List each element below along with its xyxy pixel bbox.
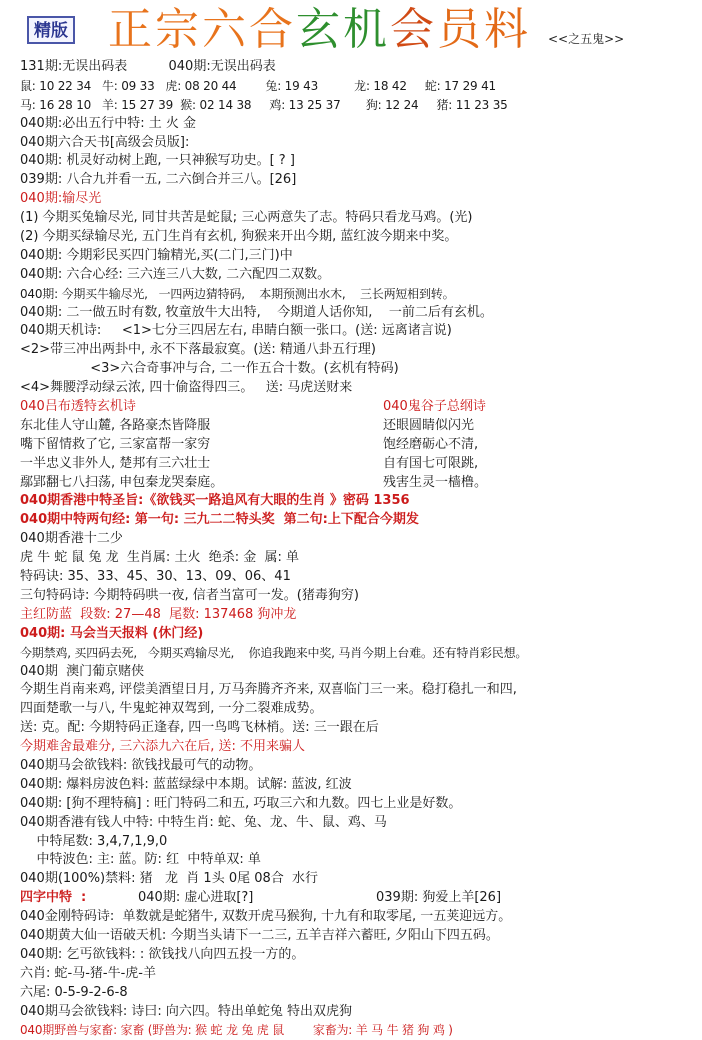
line-text: 虎 牛 蛇 鼠 兔 龙 生肖属: 土火 绝杀: 金 属: 单 [20,550,299,566]
text-line [20,209,690,228]
text-line [20,511,690,530]
text-line [20,341,690,360]
title-part-3: 会 [390,4,437,55]
text-line [20,530,690,549]
poem-left-line: 东北佳人守山麓, 各路豪杰皆降服 [20,417,211,433]
text-line [20,851,690,870]
line-text: 040期: [狗不理特稿] : 旺门特码二和五, 巧取三六和九数。四七上业是好数。 [20,795,462,811]
line-text: 040金刚特码诗: 单数就是蛇猪牛, 双数开虎马猴狗, 十九有和取零尾, 一五荚迎远方。 [20,909,512,925]
poem-title-right: 040鬼谷子总纲诗 [383,399,486,415]
line-text: 039期: 八合九并看一五, 二六倒合并三八。[26] [20,172,297,188]
text-line [20,492,690,511]
line-text: 040期: 六合心经: 三六连三八大数, 二六配四二双数。 [20,266,331,282]
text-line [20,549,690,568]
line-text: <4>舞腰浮动绿云浓, 四十偷盗得四三。 送: 马虎送财来 [20,380,353,396]
line-text: 040期中特两句经: 第一句: 三九二二特头奖 第二句:上下配合今期发 [20,512,419,528]
text-line [20,814,690,833]
title-part-1: 正宗六合 [108,4,296,55]
text-line [20,644,690,663]
text-line [20,436,690,455]
line-text: 今期禁鸡, 买四码去死, 今期买鸡输尽光, 你追我跑来中奖, 马肖今期上台难。还有特肖彩民想。 [20,645,528,660]
title-part-2: 玄机 [296,4,390,55]
poem-left-line: 鄢郢翻七八扫荡, 申包秦龙哭秦庭。 [20,474,224,490]
line-text: (2) 今期买绿输尽光, 五门生肖有玄机, 狗猴来开出今期, 蓝红波今期来中奖。 [20,229,458,245]
line-text: (1) 今期买兔输尽光, 同甘共苦是蛇鼠; 三心两意失了志。特码只看龙马鸡。(光) [20,210,473,226]
line-text: 六肖: 蛇-马-猪-牛-虎-羊 [20,965,156,981]
title-part-4: 员料 [437,4,531,55]
text-line [20,681,690,700]
text-line [20,379,690,398]
line-text: 三句特码诗: 今期特码哄一夜, 信者当富可一发。(猪毒狗穷) [20,587,359,603]
text-line [20,833,690,852]
line-text: 040期: 二一做五时有数, 牧童放牛大出特, 今期道人话你知, 一前二后有玄机。 [20,304,493,320]
text-line [20,171,690,190]
text-line [20,719,690,738]
text-line [20,115,690,134]
line-text: 040期马会欲钱料: 诗曰: 向六四。特出单蛇兔 特出双虎狗 [20,1003,352,1019]
text-line [20,1021,690,1040]
text-line [20,776,690,795]
text-line [20,322,690,341]
line-text: 040期: 今期买牛输尽光, 一四两边猜特码, 本期预测出水木, 三长两短相到转。 [20,286,455,301]
page-title [108,2,531,58]
text-line [20,795,690,814]
line-text: 040期香港有钱人中特: 中特生肖: 蛇、兔、龙、牛、鼠、鸡、马 [20,814,387,830]
text-line [20,700,690,719]
text-line [20,870,690,889]
line-text: 今期难舍最难分, 三六添九六在后, 送: 不用来骗人 [20,739,306,755]
line-text: 今期生肖南来鸡, 评偿美酒望日月, 万马奔腾齐齐来, 双喜临门三一来。稳打稳扎一和四, [20,682,517,698]
line-text: 040期 澳门葡京赌侠 [20,663,145,679]
text-line [20,285,690,304]
line-text: 040期: 今期彩民买四门输精光,买(二门,三门)中 [20,247,293,263]
text-line [20,757,690,776]
four-char-label: 四字中特 : [20,890,87,906]
poem-left-line: 嘴下留情救了它, 三家富帮一家穷 [20,436,211,452]
text-line [20,190,690,209]
text-line [20,398,690,417]
text-line [20,625,690,644]
text-line [20,417,690,436]
text-line [20,134,690,153]
line-text: 040期黄大仙一语破天机: 今期当头请下一二三, 五羊吉祥六蓄旺, 夕阳山下四五码。 [20,927,499,943]
line-text: 040期野兽与家畜: 家畜 (野兽为: 猴 蛇 龙 兔 虎 鼠 家畜为: 羊 马 牛 猪 狗 鸡 ) [20,1023,453,1038]
line-text: 鼠: 10 22 34 牛: 09 33 虎: 08 20 44 兔: 19 43 龙: 18 42 蛇: 17 29 41 [20,78,496,93]
text-line [20,228,690,247]
edition-badge: 精版 [27,16,75,44]
poem-right-line: 残害生灵一樯橹。 [383,474,488,490]
text-line [20,984,690,1003]
line-text: 131期:无误出码表 040期:无误出码表 [20,59,276,74]
poem-title-left: 040吕布透特玄机诗 [20,399,136,415]
text-line [20,738,690,757]
line-text: 送: 克。配: 今期特码正逢春, 四一鸟鸣飞林梢。送: 三一跟在后 [20,720,379,736]
poem-left-line: 一半忠义非外人, 楚邦有三六壮士 [20,455,211,471]
line-text: 040期(100%)禁料: 猪 龙 肖 1头 0尾 08合 水行 [20,871,319,887]
line-text: 六尾: 0-5-9-2-6-8 [20,984,128,1000]
text-line [20,58,690,77]
text-line [20,455,690,474]
text-line [20,606,690,625]
line-text: <3>六合奇事冲与合, 二一作五合十数。(玄机有特码) [20,361,399,377]
line-text: 040期: 爆料房波色料: 蓝蓝绿绿中本期。试解: 蓝波, 红波 [20,776,352,792]
text-line [20,152,690,171]
text-line [20,908,690,927]
line-text: 040期: 机灵好动树上跑, 一只神猴写功史。[ ? ] [20,153,295,169]
line-text: <2>带三冲出两卦中, 永不下落最寂寞。(送: 精通八卦五行理) [20,342,376,358]
content-lines [20,58,690,1040]
text-line [20,946,690,965]
line-text: 中特尾数: 3,4,7,1,9,0 [20,833,168,849]
text-line [20,663,690,682]
text-line [20,889,690,908]
line-text: 040期六合天书[高级会员版]: [20,134,190,150]
text-line [20,247,690,266]
line-text: 特码诀: 35、33、45、30、13、09、06、41 [20,569,291,585]
line-text: 中特波色: 主: 蓝。防: 红 中特单双: 单 [20,852,261,868]
line-text: 040期:必出五行中特: 土 火 金 [20,115,196,131]
line-text: 040期:输尽光 [20,191,102,207]
header-tag: <<之五鬼>> [548,32,625,46]
text-line [20,587,690,606]
text-line [20,360,690,379]
line-text: 040期: 马会当天报料 (休门经) [20,625,204,641]
four-char-mid: 040期: 虚心进取[?] [138,890,254,906]
text-line [20,96,690,115]
text-line [20,568,690,587]
poem-right-line: 还眼圆睛似闪光 [383,417,475,433]
text-line [20,1003,690,1022]
line-text: 040期: 乞丐欲钱料: : 欲钱找八向四五投一方的。 [20,946,305,962]
poem-right-line: 饱经磨砺心不清, [383,436,479,452]
line-text: 040期香港中特圣旨:《欲钱买一路追风有大眼的生肖 》密码 1356 [20,493,410,509]
text-line [20,474,690,493]
text-line [20,304,690,323]
line-text: 040期马会欲钱料: 欲钱找最可气的动物。 [20,757,262,773]
line-text: 040期香港十二少 [20,531,123,547]
line-text: 马: 16 28 10 羊: 15 27 39 猴: 02 14 38 鸡: 13 25 37 狗: 12 24 猪: 11 23 35 [20,97,508,112]
text-line [20,927,690,946]
text-line [20,266,690,285]
line-text: 040期天机诗: <1>七分三四居左右, 串睛白额一张口。(送: 远离诸言说) [20,323,452,339]
line-text: 四面楚歌一与八, 牛鬼蛇神双驾到, 一分二裂难成势。 [20,701,323,717]
line-text: 主红防蓝 段数: 27—48 尾数: 137468 狗冲龙 [20,606,297,622]
text-line [20,965,690,984]
four-char-right: 039期: 狗爱上羊[26] [376,890,502,906]
poem-right-line: 自有国七可限跳, [383,455,479,471]
text-line [20,77,690,96]
